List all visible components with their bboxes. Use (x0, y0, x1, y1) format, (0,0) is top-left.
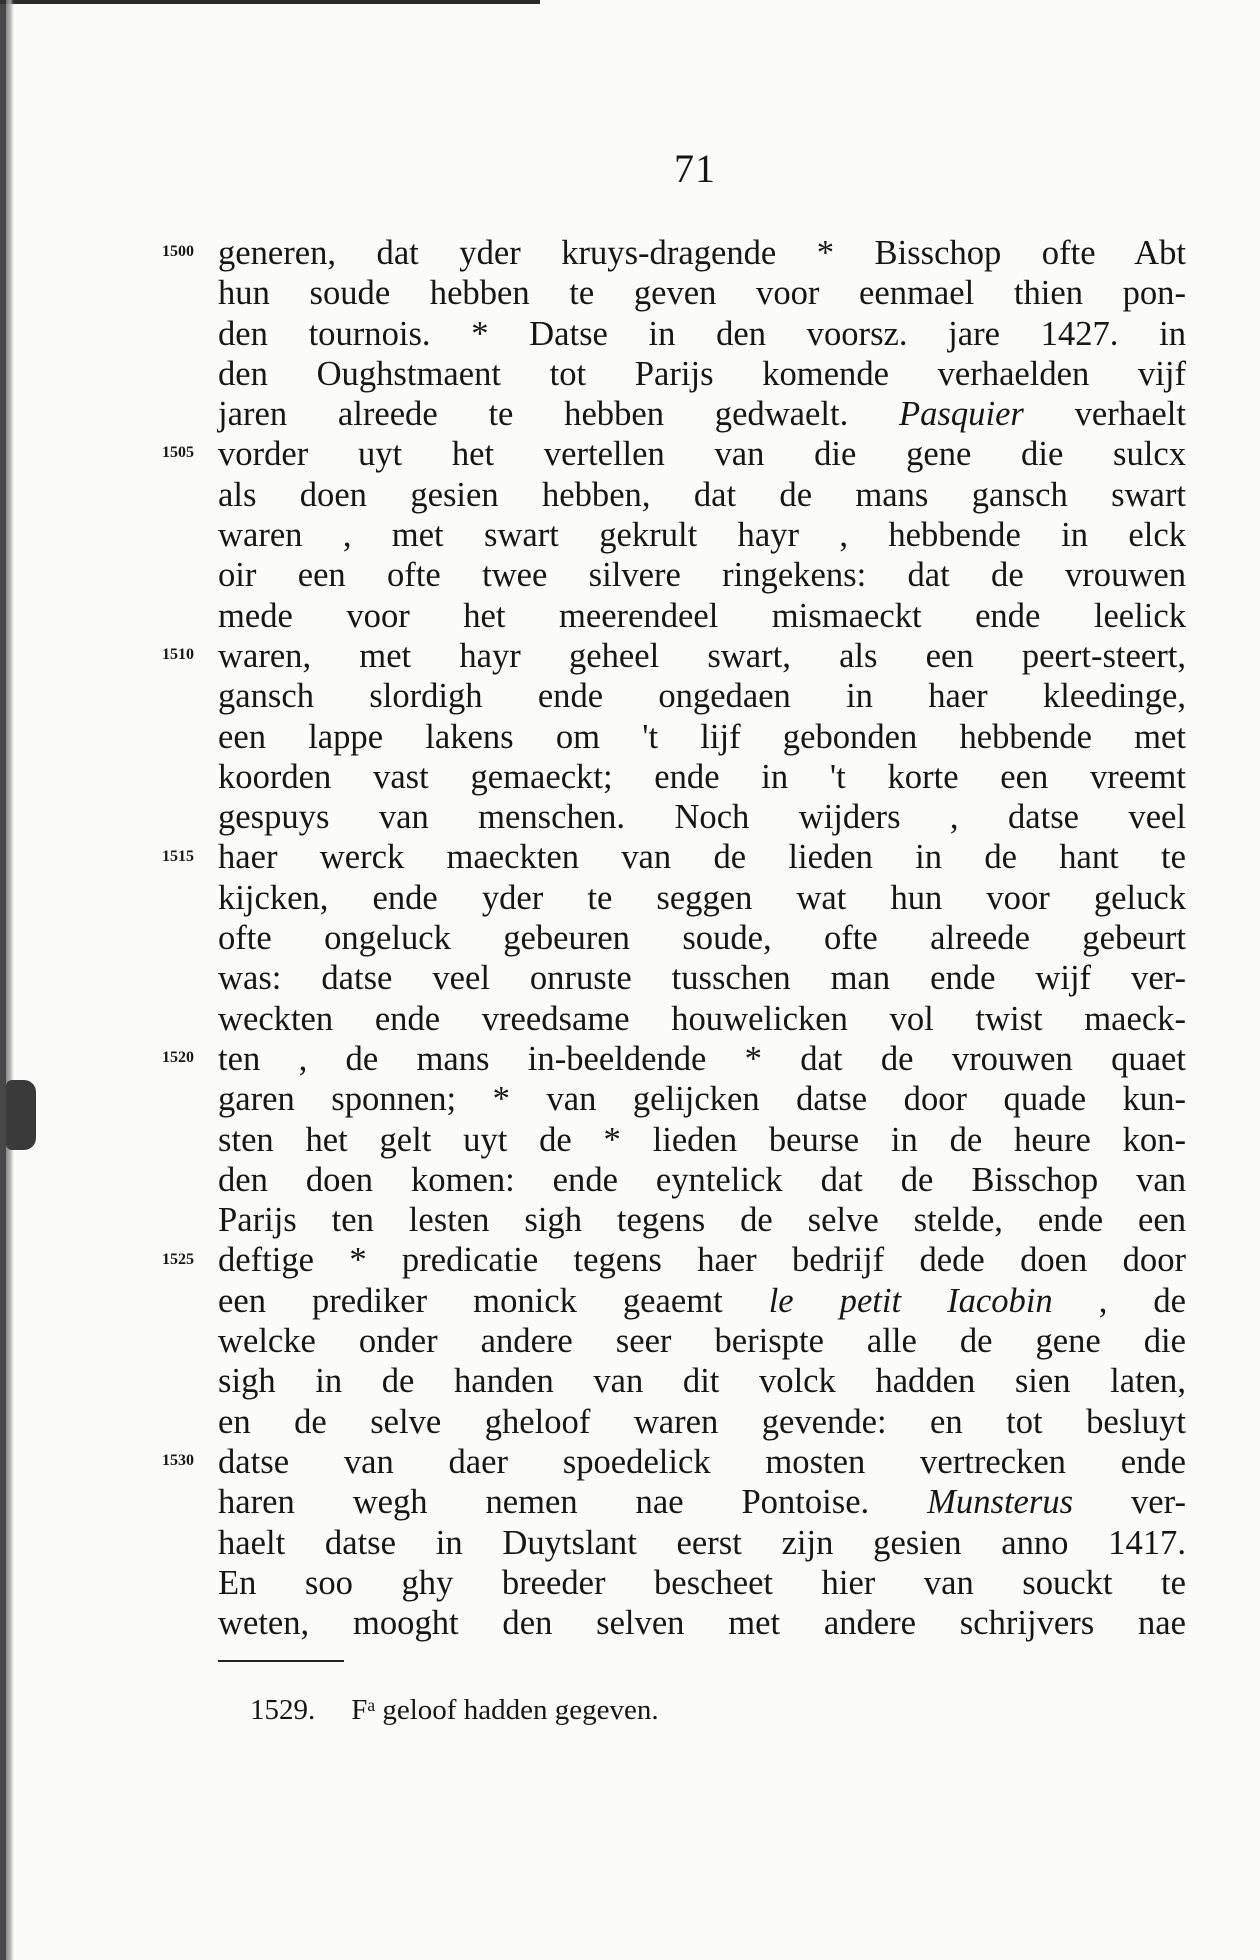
text-line: sigh in de handen van dit volck hadden sien laten, (218, 1362, 1186, 1401)
text-line: kijcken, ende yder te seggen wat hun voor geluck (218, 878, 1186, 917)
text-line: weckten ende vreedsame houwelicken vol twist maeck- (218, 999, 1186, 1038)
text-line: en de selve gheloof waren gevende: en tot besluyt (218, 1402, 1186, 1441)
footnote-marker: F (351, 1694, 368, 1726)
text-line: haelt datse in Duytslant eerst zijn gesien anno 1417. (218, 1523, 1186, 1562)
margin-line-number: 1500 (162, 243, 194, 260)
binding-edge-top (0, 0, 540, 10)
text-line: deftige * predicatie tegens haer bedrijf dede doen door (218, 1241, 1186, 1280)
text-line: gansch slordigh ende ongedaen in haer kleedinge, (218, 677, 1186, 716)
margin-line-number: 1505 (162, 444, 194, 461)
text-line: gespuys van menschen. Noch wijders , datse veel (218, 798, 1186, 837)
text-line: vorder uyt het vertellen van die gene die sulcx (218, 435, 1186, 474)
page-number: 71 (674, 146, 716, 191)
text-line: generen, dat yder kruys-dragende * Bisschop ofte Abt (218, 234, 1186, 272)
margin-line-number: 1510 (162, 646, 194, 663)
text-line: den Oughstmaent tot Parijs komende verhaelden vijf (218, 354, 1186, 393)
margin-line-number: 1525 (162, 1251, 194, 1268)
text-line: ofte ongeluck gebeuren soude, ofte alreede gebeurt (218, 919, 1186, 958)
text-line: ten , de mans in-beeldende * dat de vrouwen quaet (218, 1039, 1186, 1078)
text-line: oir een ofte twee silvere ringekens: dat de vrouwen (218, 556, 1186, 595)
text-line: als doen gesien hebben, dat de mans gansch swart (218, 475, 1186, 514)
footnote-rule (218, 1660, 344, 1662)
text-line: den tournois. * Datse in den voorsz. jare 1427. in (218, 314, 1186, 353)
text-line: datse van daer spoedelick mosten vertrecken ende (218, 1442, 1186, 1481)
footnote (250, 1694, 659, 1726)
text-line: mede voor het meerendeel mismaeckt ende leelick (218, 596, 1186, 635)
text-line: welcke onder andere seer berispte alle de gene die (218, 1322, 1186, 1361)
margin-line-number: 1530 (162, 1452, 194, 1469)
italic-term: Pasquier (899, 395, 1024, 434)
text-line: koorden vast gemaeckt; ende in 't korte een vreemt (218, 757, 1186, 796)
text-line: hun soude hebben te geven voor eenmael thien pon- (218, 274, 1186, 313)
text-line: haer werck maeckten van de lieden in de hant te (218, 838, 1186, 877)
text-line: een lappe lakens om 't lijf gebonden hebbende met (218, 717, 1186, 756)
text-line: En soo ghy breeder bescheet hier van souckt te (218, 1563, 1186, 1602)
text-line: een prediker monick geaemt le petit Iacobin , de (218, 1281, 1186, 1320)
text-line: jaren alreede te hebben gedwaelt. Pasquier verhaelt (218, 395, 1186, 434)
italic-term: Munsterus (927, 1483, 1074, 1522)
text-line: waren , met swart gekrult hayr , hebbende in elck (218, 516, 1186, 555)
footnote-marker-sup: a (367, 1695, 376, 1716)
text-line: den doen komen: ende eyntelick dat de Bisschop van (218, 1160, 1186, 1199)
text-line: weten, mooght den selven met andere schrijvers nae (218, 1604, 1186, 1643)
text-line: was: datse veel onruste tusschen man ende wijf ver- (218, 959, 1186, 998)
margin-line-number: 1515 (162, 848, 194, 865)
text-line: garen sponnen; * van gelijcken datse door quade kun- (218, 1080, 1186, 1119)
binding-edge-left (0, 0, 14, 1960)
footnote-number: 1529. (250, 1694, 316, 1726)
text-line: Parijs ten lesten sigh tegens de selve stelde, ende een (218, 1201, 1186, 1240)
text-line: waren, met hayr geheel swart, als een peert-steert, (218, 636, 1186, 675)
body-text (218, 233, 1186, 1643)
margin-line-number: 1520 (162, 1049, 194, 1066)
italic-term: le petit Iacobin (768, 1281, 1053, 1320)
text-line: haren wegh nemen nae Pontoise. Munsterus ver- (218, 1483, 1186, 1522)
text-line: sten het gelt uyt de * lieden beurse in de heure kon- (218, 1120, 1186, 1159)
binding-mark (6, 1080, 36, 1150)
footnote-text: geloof hadden gegeven. (382, 1694, 659, 1726)
